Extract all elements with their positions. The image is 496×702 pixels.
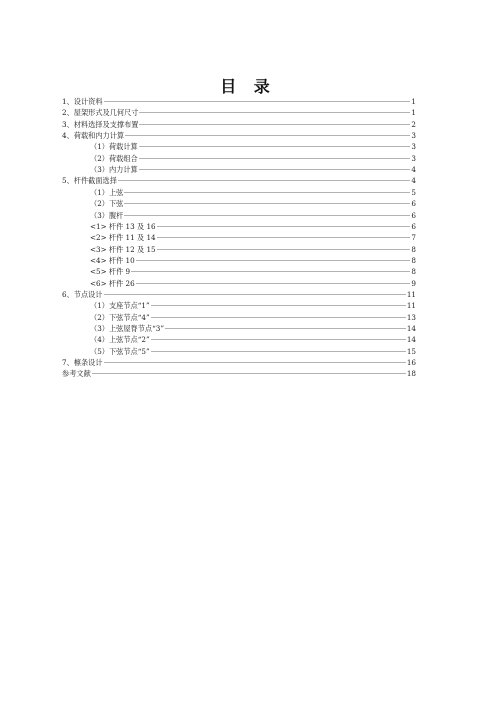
dot-leader xyxy=(124,192,410,193)
dot-leader xyxy=(157,226,411,227)
toc-entry-label: <2> 杆件 11 及 14 xyxy=(90,233,156,243)
toc-entry-label: （5）下弦节点“5” xyxy=(90,346,150,356)
toc-entry[interactable] xyxy=(62,346,416,357)
dot-leader xyxy=(151,305,406,306)
dot-leader xyxy=(157,237,411,238)
toc-entry-page-number: 8 xyxy=(411,244,416,254)
toc-entry-page-number: 6 xyxy=(411,210,416,220)
toc-entry-page-number: 4 xyxy=(411,176,416,186)
dot-leader xyxy=(139,158,411,159)
toc-entry-label: （2）下弦节点“4” xyxy=(90,312,150,322)
dot-leader xyxy=(139,146,411,147)
toc-entry-label: 3、材料选择及支撑布置 xyxy=(62,119,139,129)
dot-leader xyxy=(139,169,411,170)
toc-entry-label: <6> 杆件 26 xyxy=(90,278,135,288)
toc-entry-page-number: 8 xyxy=(411,255,416,265)
toc-entry-page-number: 1 xyxy=(411,108,416,118)
toc-entry-page-number: 5 xyxy=(411,187,416,197)
toc-entry-page-number: 3 xyxy=(411,142,416,152)
dot-leader xyxy=(136,260,411,261)
dot-leader xyxy=(124,203,410,204)
toc-entry-page-number: 16 xyxy=(406,358,416,368)
toc-entry[interactable] xyxy=(62,164,416,175)
toc-entry-label: 参考文献 xyxy=(62,369,91,379)
toc-entry-page-number: 3 xyxy=(411,153,416,163)
toc-entry-label: 6、节点设计 xyxy=(62,289,103,299)
toc-entry[interactable] xyxy=(62,221,416,232)
toc-entry[interactable] xyxy=(62,198,416,209)
toc-entry-label: （2）下弦 xyxy=(90,199,124,209)
dot-leader xyxy=(92,373,406,374)
dot-leader xyxy=(124,215,410,216)
toc-entry-page-number: 14 xyxy=(406,324,416,333)
toc-entry-page-number: 11 xyxy=(406,289,416,299)
toc-entry-label: 1、设计资料 xyxy=(62,97,103,106)
dot-leader xyxy=(104,294,406,295)
toc-entry-page-number: 9 xyxy=(411,278,416,288)
dot-leader xyxy=(139,124,410,125)
toc-entry[interactable] xyxy=(62,130,416,141)
toc-entry[interactable] xyxy=(62,278,416,289)
dot-leader xyxy=(151,339,406,340)
toc-entry-page-number: 3 xyxy=(411,131,416,141)
toc-entry-label: 5、杆件截面选择 xyxy=(62,176,117,186)
toc-entry[interactable] xyxy=(62,266,416,277)
toc-entry[interactable] xyxy=(62,175,416,186)
toc-entry-label: （1）支座节点“1” xyxy=(90,301,150,311)
toc-entry-page-number: 18 xyxy=(406,369,416,379)
toc-entry[interactable] xyxy=(62,368,416,379)
dot-leader xyxy=(125,135,410,136)
toc-entry-label: （1）上弦 xyxy=(90,187,124,197)
toc-entry[interactable] xyxy=(62,357,416,368)
toc-entry-label: <3> 杆件 12 及 15 xyxy=(90,244,156,254)
toc-entry-label: （3）上弦屋脊节点“3” xyxy=(90,324,164,333)
toc-entry-label: <1> 杆件 13 及 16 xyxy=(90,221,156,231)
toc-entry-page-number: 8 xyxy=(411,267,416,277)
toc-entry[interactable] xyxy=(62,255,416,266)
toc-entry-page-number: 2 xyxy=(411,119,416,129)
toc-entry[interactable] xyxy=(62,153,416,164)
toc-entry-page-number: 4 xyxy=(411,165,416,175)
toc-entry[interactable] xyxy=(62,119,416,130)
dot-leader xyxy=(104,362,406,363)
dot-leader xyxy=(151,351,406,352)
toc-entry-label: （1）荷载计算 xyxy=(90,142,138,152)
dot-leader xyxy=(104,101,411,102)
toc-entry[interactable] xyxy=(62,232,416,243)
toc-entry[interactable] xyxy=(62,323,416,334)
toc-entry[interactable] xyxy=(62,210,416,221)
toc-entry[interactable] xyxy=(62,107,416,118)
toc-entry-label: 4、荷载和内力计算 xyxy=(62,131,125,141)
toc-entry[interactable] xyxy=(62,244,416,255)
toc-entry-label: （3）内力计算 xyxy=(90,165,138,175)
toc-entry-page-number: 7 xyxy=(411,233,416,243)
dot-leader xyxy=(118,180,411,181)
toc-entry[interactable] xyxy=(62,312,416,323)
toc-entry[interactable] xyxy=(62,334,416,345)
dot-leader xyxy=(131,271,410,272)
dot-leader xyxy=(139,112,410,113)
toc-title: 目 录 xyxy=(220,77,276,96)
toc-entry[interactable] xyxy=(62,187,416,198)
toc-entry-label: <4> 杆件 10 xyxy=(90,255,135,265)
toc-entry[interactable] xyxy=(62,96,416,107)
toc-entry-page-number: 6 xyxy=(411,221,416,231)
dot-leader xyxy=(151,317,406,318)
toc-entry-page-number: 1 xyxy=(411,97,416,106)
toc-entry-page-number: 15 xyxy=(406,346,416,356)
toc-entry-label: （4）上弦节点“2” xyxy=(90,335,150,345)
toc-entry-page-number: 13 xyxy=(406,312,416,322)
toc-entry-page-number: 6 xyxy=(411,199,416,209)
toc-entry[interactable] xyxy=(62,141,416,152)
toc-entry[interactable] xyxy=(62,300,416,311)
toc-entry-label: 2、屋架形式及几何尺寸 xyxy=(62,108,139,118)
dot-leader xyxy=(165,328,406,329)
dot-leader xyxy=(157,249,411,250)
toc-entry-label: （2）荷载组合 xyxy=(90,153,138,163)
toc-entry-label: <5> 杆件 9 xyxy=(90,267,131,277)
dot-leader xyxy=(136,283,411,284)
toc-entry[interactable] xyxy=(62,289,416,300)
toc-entry-label: （3）腹杆 xyxy=(90,210,124,220)
toc-entry-page-number: 11 xyxy=(406,301,416,311)
toc-entry-page-number: 14 xyxy=(406,335,416,345)
toc-entry-label: 7、檩条设计 xyxy=(62,358,103,368)
